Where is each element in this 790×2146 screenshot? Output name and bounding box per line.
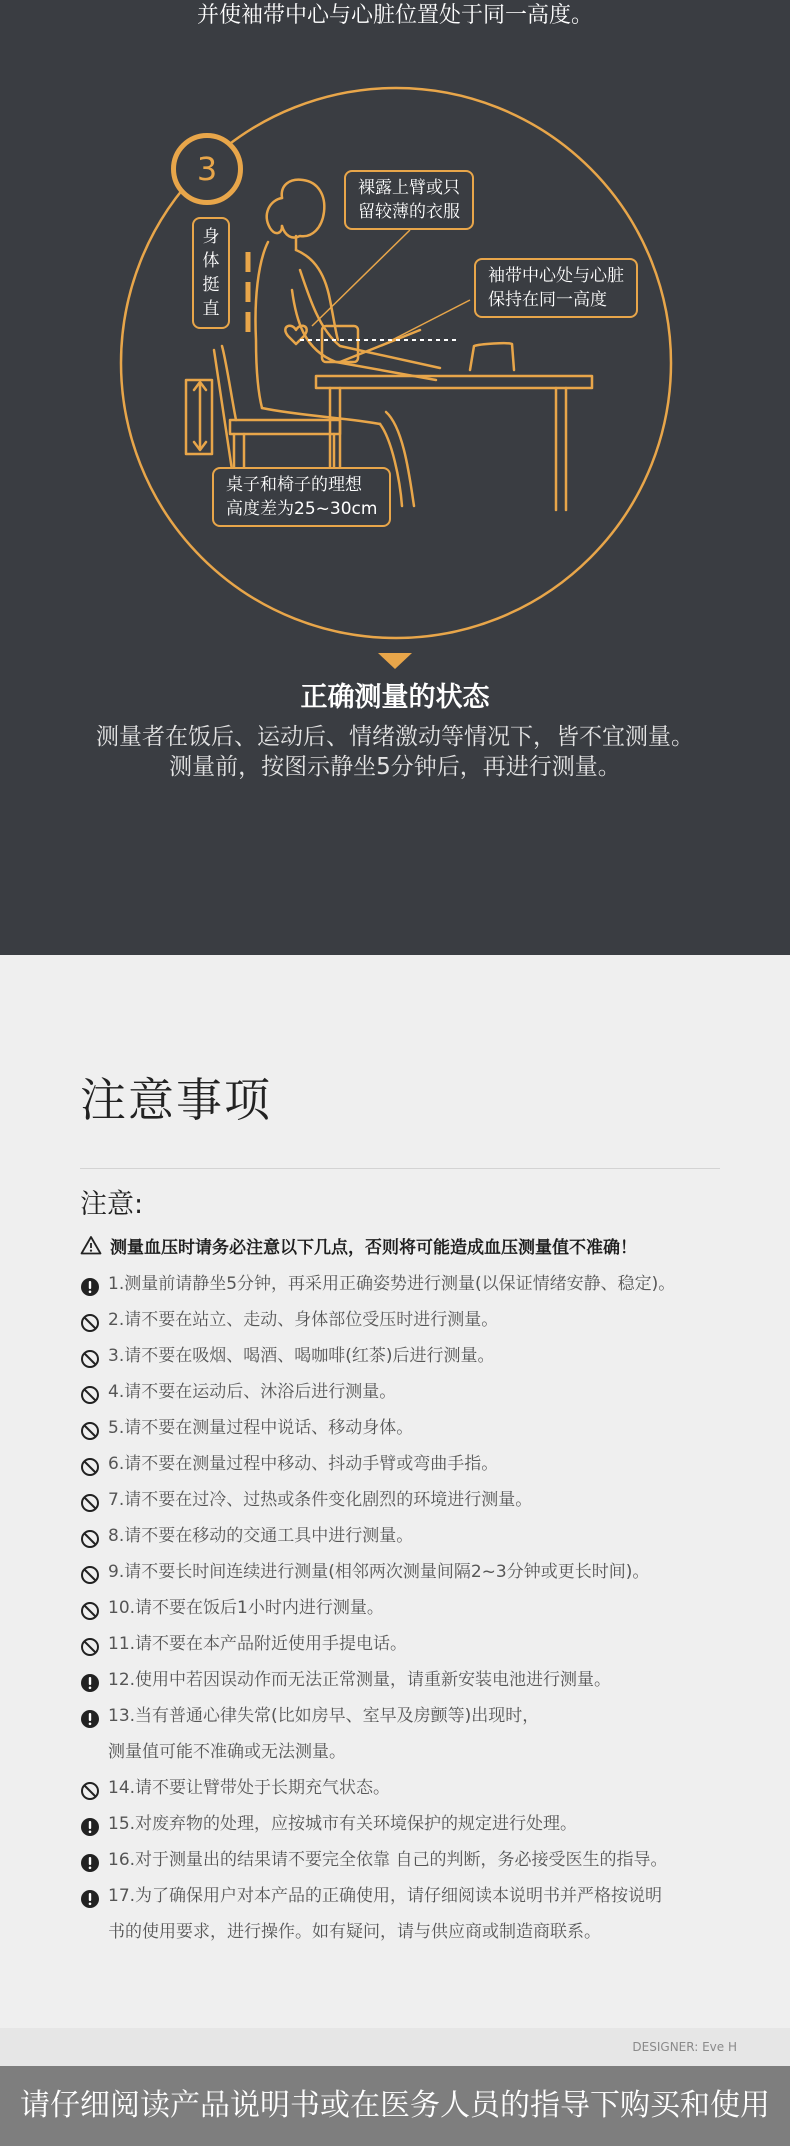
note-item (80, 1590, 740, 1626)
state-desc-line-2: 测量前，按图示静坐5分钟后，再进行测量。 (169, 754, 621, 780)
note-item (80, 1770, 740, 1806)
note-text: 3.请不要在吸烟、喝酒、喝咖啡(红茶)后进行测量。 (108, 1346, 495, 1366)
exclamation-icon (80, 1814, 100, 1834)
designer-credit: DESIGNER: Eve H (632, 2040, 737, 2054)
callout-cuff-heart-level: 袖带中心处与心脏 保持在同一高度 (474, 258, 638, 318)
exclamation-icon (80, 1850, 100, 1870)
notes-list (80, 1266, 740, 1950)
note-item (80, 1374, 740, 1410)
note-text: 14.请不要让臂带处于长期充气状态。 (108, 1778, 391, 1798)
note-text: 10.请不要在饭后1小时内进行测量。 (108, 1598, 384, 1618)
prohibited-icon (80, 1562, 100, 1582)
exclamation-icon (80, 1670, 100, 1690)
note-text: 15.对废弃物的处理，应按城市有关环境保护的规定进行处理。 (108, 1814, 578, 1834)
notes-subtitle: 注意: (80, 1189, 144, 1220)
warning-triangle-icon (80, 1235, 102, 1255)
prohibited-icon (80, 1778, 100, 1798)
callout-arm-clothing: 裸露上臂或只 留较薄的衣服 (344, 170, 474, 230)
note-item (80, 1842, 740, 1878)
note-item (80, 1626, 740, 1662)
step-number-badge: 3 (171, 133, 243, 205)
bottom-banner: 请仔细阅读产品说明书或在医务人员的指导下购买和使用 (0, 2066, 790, 2146)
prohibited-icon (80, 1310, 100, 1330)
notes-title: 注意事项 (80, 1073, 272, 1127)
state-description (0, 722, 790, 782)
note-text: 1.测量前请静坐5分钟，再采用正确姿势进行测量(以保证情绪安静、稳定)。 (108, 1274, 676, 1294)
exclamation-icon (80, 1886, 100, 1906)
prohibited-icon (80, 1382, 100, 1402)
prohibited-icon (80, 1418, 100, 1438)
note-item (80, 1482, 740, 1518)
note-text: 5.请不要在测量过程中说话、移动身体。 (108, 1418, 414, 1438)
state-title: 正确测量的状态 (300, 682, 490, 713)
note-text: 9.请不要长时间连续进行测量(相邻两次测量间隔2~3分钟或更长时间)。 (108, 1562, 650, 1582)
note-text: 17.为了确保用户对本产品的正确使用，请仔细阅读本说明书并严格按说明 书的使用要求，进行操作。如有疑问，请与供应商或制造商联系。 (108, 1886, 663, 1942)
note-item (80, 1302, 740, 1338)
note-item (80, 1554, 740, 1590)
prohibited-icon (80, 1454, 100, 1474)
note-text: 4.请不要在运动后、沐浴后进行测量。 (108, 1382, 397, 1402)
note-item (80, 1518, 740, 1554)
note-item (80, 1410, 740, 1446)
note-text: 2.请不要在站立、走动、身体部位受压时进行测量。 (108, 1310, 499, 1330)
prohibited-icon (80, 1490, 100, 1510)
note-item (80, 1806, 740, 1842)
note-item (80, 1662, 740, 1698)
note-text: 13.当有普通心律失常(比如房早、室早及房颤等)出现时， 测量值可能不准确或无法测量。 (108, 1706, 540, 1762)
note-text: 11.请不要在本产品附近使用手提电话。 (108, 1634, 408, 1654)
divider (80, 1168, 720, 1169)
note-item (80, 1446, 740, 1482)
prohibited-icon (80, 1634, 100, 1654)
exclamation-icon (80, 1274, 100, 1294)
warning-text: 测量血压时请务必注意以下几点，否则将可能造成血压测量值不准确！ (110, 1237, 637, 1258)
note-text: 12.使用中若因误动作而无法正常测量，请重新安装电池进行测量。 (108, 1670, 612, 1690)
prohibited-icon (80, 1526, 100, 1546)
state-desc-line-1: 测量者在饭后、运动后、情绪激动等情况下，皆不宜测量。 (96, 724, 694, 750)
callout-table-chair-height: 桌子和椅子的理想 高度差为25~30cm (212, 467, 391, 527)
prohibited-icon (80, 1346, 100, 1366)
note-item (80, 1878, 740, 1950)
warning-row (80, 1231, 637, 1259)
prohibited-icon (80, 1598, 100, 1618)
note-item (80, 1698, 740, 1770)
note-text: 16.对于测量出的结果请不要完全依靠 自己的判断，务必接受医生的指导。 (108, 1850, 668, 1870)
note-item (80, 1266, 740, 1302)
down-arrow-icon (378, 653, 412, 669)
note-item (80, 1338, 740, 1374)
top-cut-text: 并使袖带中心与心脏位置处于同一高度。 (196, 3, 593, 28)
note-text: 6.请不要在测量过程中移动、抖动手臂或弯曲手指。 (108, 1454, 499, 1474)
note-text: 7.请不要在过冷、过热或条件变化剧烈的环境进行测量。 (108, 1490, 533, 1510)
sitting-posture-illustration (0, 70, 790, 670)
exclamation-icon (80, 1706, 100, 1726)
callout-body-straight: 身体挺直 (192, 217, 230, 329)
note-text: 8.请不要在移动的交通工具中进行测量。 (108, 1526, 414, 1546)
